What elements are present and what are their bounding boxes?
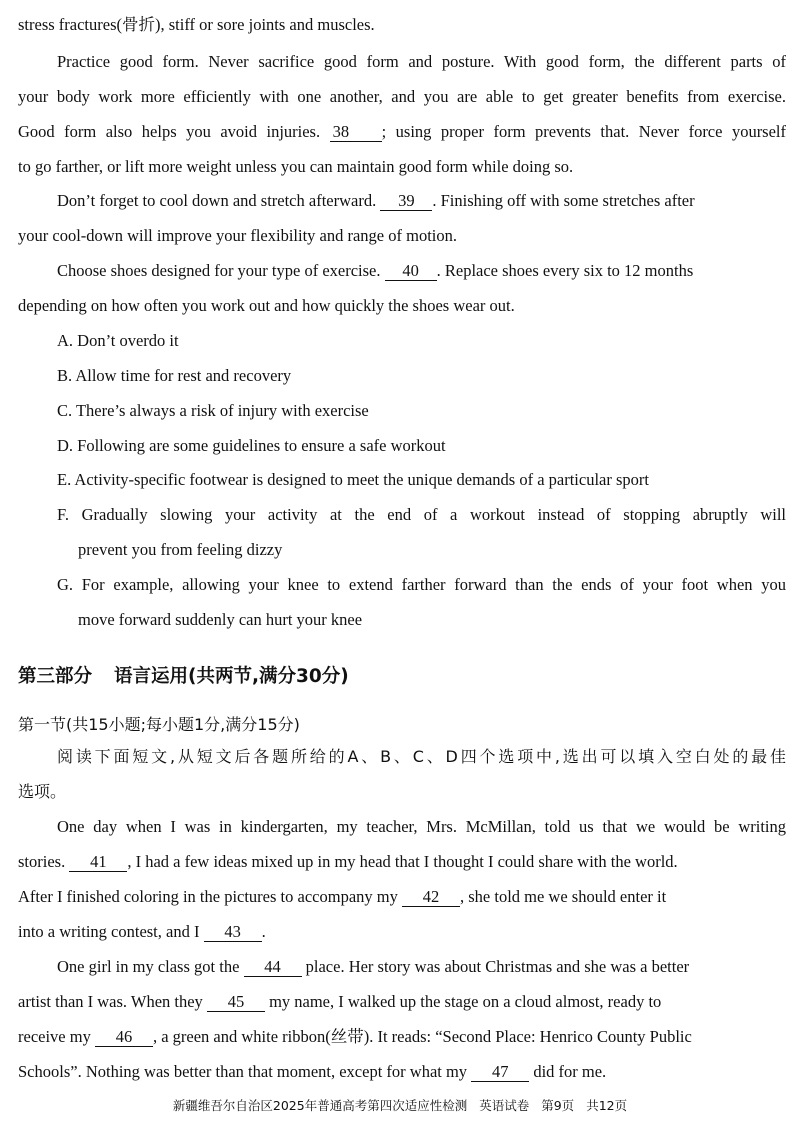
passage-line [57,190,786,212]
passage-line: stress fractures(骨折), stiff or sore joints and muscles. [18,15,375,34]
option-a: A. Don’t overdo it [57,331,179,350]
cloze-text: , a green and white ribbon(丝带). It reads: “Second Place: Henrico County Public [152,1027,692,1046]
cloze-text: , I had a few ideas mixed up in my head that I thought I could share with the world. [127,852,678,871]
blank-47: 47 [471,1063,529,1082]
passage-text: ; using proper form prevents that. Never force yourself [381,122,787,141]
part-three-label: 第三部分 [18,666,93,687]
passage-text: . Replace shoes every six to 12 months [436,261,694,280]
footer-exam-title: 新疆维吾尔自治区2025年普通高考第四次适应性检测 [172,1098,468,1113]
cloze-text: receive my [18,1027,91,1046]
blank-44: 44 [244,958,302,977]
instruction-line: 阅读下面短文,从短文后各题所给的A、B、C、D四个选项中,选出可以填入空白处的最佳 [57,747,786,766]
part-three-title: 语言运用(共两节,满分30分) [114,666,349,687]
passage-line: your body work more efficiently with one another, and you are able to get greater benefits from exercise. [18,87,786,106]
blank-46: 46 [95,1028,153,1047]
instruction-line: 选项。 [18,782,67,801]
passage-line: your cool-down will improve your flexibility and range of motion. [18,226,457,245]
cloze-text: , she told me we should enter it [459,887,667,906]
blank-40: 40 [385,262,437,281]
cloze-text: artist than I was. When they [18,992,203,1011]
option-g: G. For example, allowing your knee to extend farther forward than the ends of your foot when you [57,575,786,594]
option-f: F. Gradually slowing your activity at the end of a workout instead of stopping abruptly will [57,505,786,524]
page-footer [0,1096,800,1114]
part-three-heading [18,662,349,688]
blank-43: 43 [204,923,262,942]
passage-line: to go farther, or lift more weight unless you can maintain good form while doing so. [18,157,574,176]
cloze-line [18,991,786,1013]
cloze-line: One day when I was in kindergarten, my teacher, Mrs. McMillan, told us that we would be writing [57,817,786,836]
option-e: E. Activity-specific footwear is designed to meet the unique demands of a particular sport [57,470,649,489]
cloze-line [18,851,786,873]
passage-text: Good form also helps you avoid injuries. [18,122,321,141]
cloze-line [18,921,786,943]
passage-line [57,260,786,282]
cloze-text: stories. [18,852,66,871]
cloze-line [18,886,786,908]
cloze-text: into a writing contest, and I [18,922,200,941]
blank-38: 38 [330,123,382,142]
passage-text: Don’t forget to cool down and stretch afterward. [57,191,377,210]
passage-line [18,121,786,143]
passage-text: . Finishing off with some stretches after [432,191,695,210]
cloze-text: my name, I walked up the stage on a cloud almost, ready to [269,992,662,1011]
option-d: D. Following are some guidelines to ensure a safe workout [57,436,446,455]
cloze-text: Schools”. Nothing was better than that moment, except for what my [18,1062,468,1081]
option-c: C. There’s always a risk of injury with exercise [57,401,369,420]
footer-page-number: 第9页 [541,1098,575,1113]
cloze-text: One girl in my class got the [57,957,240,976]
blank-39: 39 [380,192,432,211]
footer-total-pages: 共12页 [586,1098,628,1113]
cloze-text: After I finished coloring in the pictures to accompany my [18,887,398,906]
cloze-text: . [261,922,266,941]
blank-42: 42 [402,888,460,907]
section-one-heading: 第一节(共15小题;每小题1分,满分15分) [18,715,300,734]
option-g-continued: move forward suddenly can hurt your knee [78,610,363,629]
blank-41: 41 [69,853,127,872]
passage-line: depending on how often you work out and how quickly the shoes wear out. [18,296,515,315]
blank-45: 45 [207,993,265,1012]
cloze-text: place. Her story was about Christmas and she was a better [305,957,690,976]
passage-text: Choose shoes designed for your type of exercise. [57,261,381,280]
cloze-line [18,1026,786,1048]
cloze-text: did for me. [533,1062,607,1081]
option-b: B. Allow time for rest and recovery [57,366,292,385]
option-f-continued: prevent you from feeling dizzy [78,540,283,559]
passage-line: Practice good form. Never sacrifice good form and posture. With good form, the different parts of [57,52,786,71]
cloze-line [57,956,786,978]
cloze-line [18,1061,786,1083]
footer-subject: 英语试卷 [479,1098,530,1113]
